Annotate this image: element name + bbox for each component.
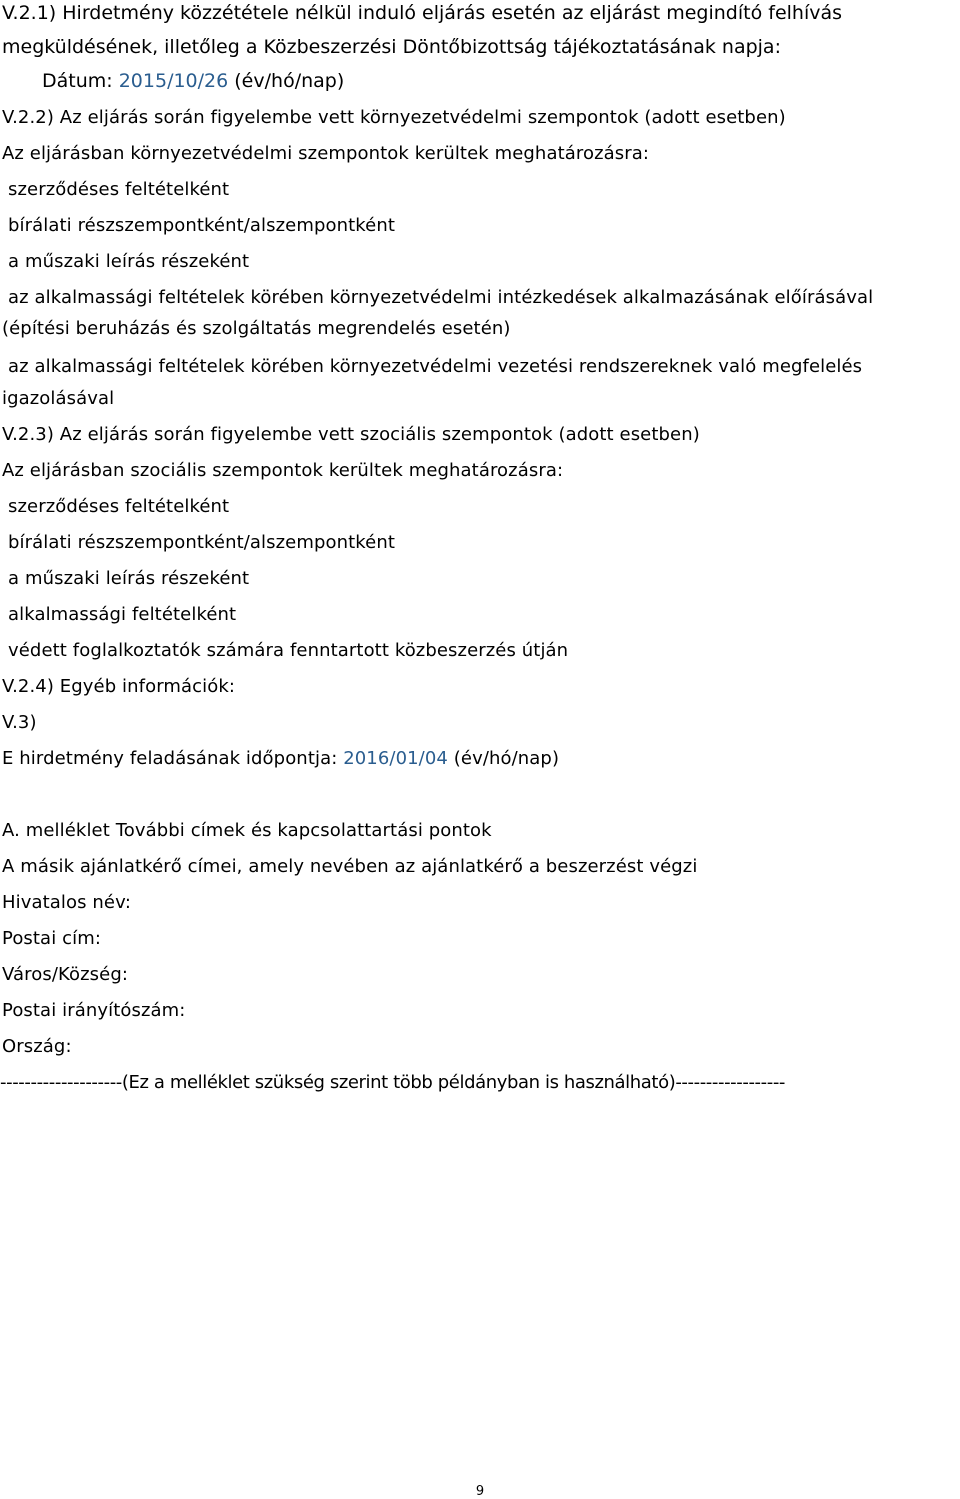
date-label: Dátum: [42,70,119,92]
v3-date-value: 2016/01/04 [343,748,448,769]
date-format: (év/hó/nap) [228,70,345,92]
v23-option: a műszaki leírás részeként [8,568,250,589]
v22-option: szerződéses feltételként [8,179,230,200]
v21-date-row [42,72,344,91]
v23-option: bírálati részszempontként/alszempontként [8,532,395,553]
v21-line2: megküldésének, illetőleg a Közbeszerzési Döntőbizottság tájékoztatásának napja: [2,36,781,58]
v23-option: védett foglalkoztatók számára fenntartott közbeszerzés útján [8,640,569,661]
v23-option: szerződéses feltételként [8,496,230,517]
page-number: 9 [475,1484,485,1499]
annex-separator: --------------------(Ez a melléklet szükség szerint több példányban is használható)------------------ [0,1072,786,1093]
postal-address-label: Postai cím: [2,928,102,949]
v24-heading: V.2.4) Egyéb információk: [2,676,236,697]
v22-option-cont: (építési beruházás és szolgáltatás megrendelés esetén) [2,318,511,339]
postal-code-label: Postai irányítószám: [2,1000,186,1021]
v3-label: E hirdetmény feladásának időpontja: [2,748,344,769]
v22-heading: V.2.2) Az eljárás során figyelembe vett környezetvédelmi szempontok (adott esetben) [2,107,786,128]
v23-intro: Az eljárásban szociális szempontok kerültek meghatározásra: [2,460,564,481]
date-value: 2015/10/26 [118,70,229,92]
annex-subheading: A másik ajánlatkérő címei, amely nevében az ajánlatkérő a beszerzést végzi [2,856,698,877]
v3-date-row [2,750,559,768]
v3-heading: V.3) [2,712,37,733]
city-label: Város/Község: [2,964,129,985]
v22-option-cont: igazolásával [2,388,115,409]
country-label: Ország: [2,1036,72,1057]
v23-option: alkalmassági feltételként [8,604,237,625]
v22-option: az alkalmassági feltételek körében környezetvédelmi intézkedések alkalmazásának előírásával [8,287,874,308]
v22-option: a műszaki leírás részeként [8,251,250,272]
v22-intro: Az eljárásban környezetvédelmi szempontok kerültek meghatározásra: [2,143,650,164]
v23-heading: V.2.3) Az eljárás során figyelembe vett szociális szempontok (adott esetben) [2,424,700,445]
v21-line1: V.2.1) Hirdetmény közzététele nélkül induló eljárás esetén az eljárást megindító felhívás [2,2,843,24]
v22-option: az alkalmassági feltételek körében környezetvédelmi vezetési rendszereknek való megfelelés [8,356,863,377]
v3-date-format: (év/hó/nap) [447,748,560,769]
v22-option: bírálati részszempontként/alszempontként [8,215,395,236]
annex-heading: A. melléklet További címek és kapcsolattartási pontok [2,820,492,841]
official-name-label: Hivatalos név: [2,892,132,913]
